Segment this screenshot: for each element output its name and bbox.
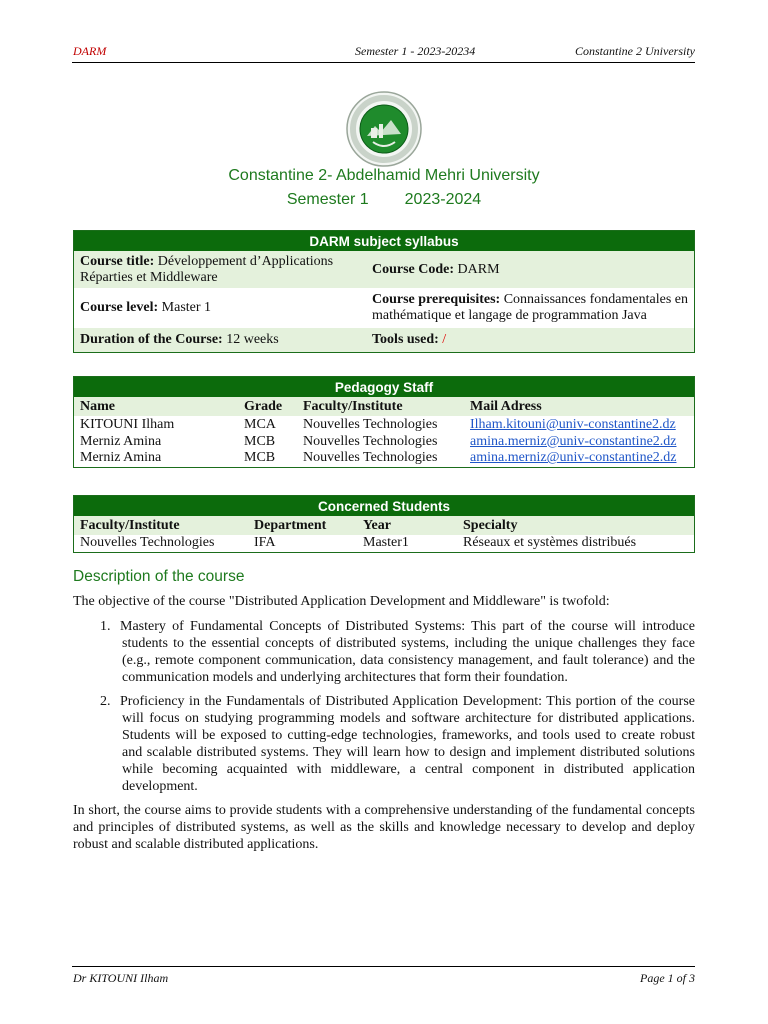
- academic-year: 2023-2024: [404, 191, 482, 208]
- staff-table-header: Pedagogy Staff: [74, 377, 695, 398]
- course-title-cell: [74, 251, 367, 288]
- description-intro: The objective of the course "Distributed Application Development and Middleware" is twofold:: [73, 594, 610, 609]
- header-divider: [72, 62, 695, 63]
- list-item: [100, 693, 695, 795]
- staff-col-grade: Grade: [244, 398, 283, 414]
- staff-col-name: Name: [80, 398, 115, 414]
- staff-name: Merniz Amina: [80, 433, 162, 449]
- course-title-label: Course title:: [80, 253, 155, 269]
- syllabus-table: [73, 230, 695, 353]
- students-specialty: Réseaux et systèmes distribués: [463, 535, 637, 551]
- staff-col-faculty: Faculty/Institute: [303, 398, 403, 414]
- header-semester: Semester 1 - 2023-20234: [355, 44, 476, 58]
- students-col-specialty: Specialty: [463, 517, 518, 533]
- course-level-label: Course level:: [80, 300, 159, 315]
- students-col-department: Department: [254, 517, 327, 533]
- semester-title: [0, 191, 768, 209]
- students-table-header: Concerned Students: [74, 496, 695, 517]
- table-row: [74, 433, 695, 450]
- syllabus-table-header: DARM subject syllabus: [74, 231, 695, 252]
- staff-faculty: Nouvelles Technologies: [303, 433, 438, 449]
- description-heading: Description of the course: [73, 568, 245, 585]
- students-year: Master1: [363, 535, 409, 551]
- description-summary: In short, the course aims to provide students with a comprehensive understanding of the fundamental concepts and principles of distributed systems, as well as the skills and knowledge necessary to develop and deploy robust and scalable distributed applications.: [73, 803, 695, 852]
- students-col-faculty: Faculty/Institute: [80, 517, 180, 533]
- tools-label: Tools used:: [372, 331, 439, 347]
- list-item-number: 2.: [100, 694, 111, 709]
- list-item-text: Mastery of Fundamental Concepts of Distributed Systems: This part of the course will introduce students to the essential concepts of distributed systems, including the unique challenges they face (e.g., remote component communication, data consistency management, and fault tolerance) and the communication models and underlying architectures that form their foundation.: [120, 619, 695, 685]
- list-item-number: 1.: [100, 619, 111, 634]
- students-department: IFA: [254, 535, 276, 551]
- list-item: [100, 618, 695, 686]
- course-title-value: Développement d’Applications Réparties et Middleware: [80, 253, 334, 285]
- course-level-cell: [74, 288, 367, 328]
- staff-email-link[interactable]: Ilham.kitouni@univ-constantine2.dz: [470, 416, 676, 432]
- table-row: [74, 450, 695, 467]
- course-code-value: DARM: [457, 261, 500, 277]
- staff-col-mail: Mail Adress: [470, 398, 542, 414]
- course-level-value: Master 1: [161, 300, 212, 315]
- students-table: [73, 495, 695, 553]
- course-code-cell: [366, 251, 695, 288]
- footer-page-number: Page 1 of 3: [640, 971, 695, 985]
- university-logo: [345, 90, 423, 168]
- staff-table: [73, 376, 695, 468]
- staff-name: Merniz Amina: [80, 450, 162, 466]
- students-col-year: Year: [363, 517, 391, 533]
- staff-email-link[interactable]: amina.merniz@univ-constantine2.dz: [470, 433, 677, 449]
- footer-divider: [72, 966, 695, 967]
- university-title: Constantine 2- Abdelhamid Mehri University: [228, 167, 540, 184]
- staff-grade: MCA: [244, 416, 276, 432]
- prerequisites-value: Connaissances fondamentales en mathématique et langage de programmation Java: [372, 292, 688, 323]
- staff-grade: MCB: [244, 433, 276, 449]
- staff-faculty: Nouvelles Technologies: [303, 450, 438, 466]
- tools-cell: [366, 328, 695, 352]
- staff-email-link[interactable]: amina.merniz@univ-constantine2.dz: [470, 450, 677, 466]
- list-item-text: Proficiency in the Fundamentals of Distributed Application Development: This portion of the course will focus on studying programming models and software architecture for distributed applications. Students will be exposed to cutting-edge technologies, frameworks, and tools used to create robust and scalable distributed systems. They will learn how to design and implement distributed solutions while becoming acquainted with middleware, a central component in distributed application development.: [120, 694, 695, 794]
- header-university: Constantine 2 University: [575, 44, 695, 58]
- students-faculty: Nouvelles Technologies: [80, 535, 215, 551]
- staff-grade: MCB: [244, 450, 276, 466]
- duration-value: 12 weeks: [226, 331, 279, 347]
- course-code-label: Course Code:: [372, 261, 455, 277]
- prerequisites-label: Course prerequisites:: [372, 292, 501, 307]
- semester-label: Semester 1: [286, 191, 369, 208]
- duration-cell: [74, 328, 367, 352]
- tools-value: /: [442, 331, 447, 347]
- staff-name: KITOUNI Ilham: [80, 416, 175, 432]
- prerequisites-cell: [366, 288, 695, 328]
- staff-faculty: Nouvelles Technologies: [303, 416, 438, 432]
- table-row: [74, 416, 695, 433]
- header-course-code: DARM: [73, 44, 107, 58]
- duration-label: Duration of the Course:: [80, 331, 223, 347]
- table-row: [74, 535, 695, 552]
- footer-author: Dr KITOUNI Ilham: [73, 971, 169, 985]
